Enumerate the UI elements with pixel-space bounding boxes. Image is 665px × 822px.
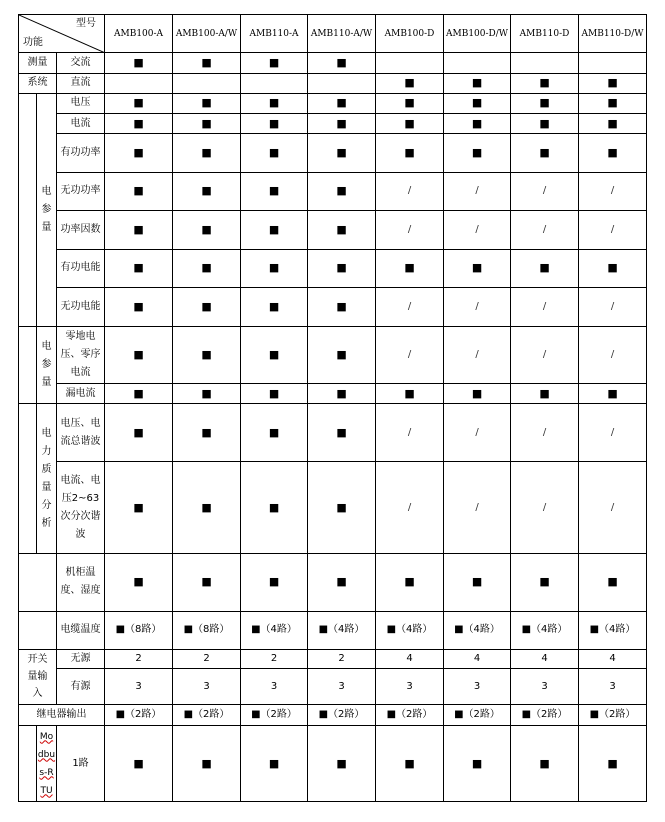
model-header: AMB100-D/W (444, 15, 511, 53)
table-cell: ■ (579, 249, 647, 287)
table-cell: / (579, 211, 647, 249)
table-row (19, 726, 647, 802)
blank-cell (19, 554, 57, 612)
table-row (19, 172, 647, 210)
table-row (19, 93, 647, 113)
table-cell: / (579, 288, 647, 326)
table-cell: ■ (173, 134, 241, 172)
table-row (19, 249, 647, 287)
table-cell: ■ (511, 249, 579, 287)
table-row (19, 288, 647, 326)
table-cell: / (511, 462, 579, 554)
table-cell: ■ (511, 726, 579, 802)
table-cell: ■ (579, 114, 647, 134)
table-cell: ■ (105, 134, 173, 172)
table-cell: ■ (444, 384, 511, 404)
table-cell: ■ (241, 53, 308, 73)
row-label: 机柜温度、湿度 (57, 554, 105, 612)
row-label: 有源 (57, 669, 105, 704)
table-cell: / (376, 172, 444, 210)
model-header: AMB100-A/W (173, 15, 241, 53)
blank-cell (19, 611, 57, 649)
table-cell: / (511, 172, 579, 210)
table-cell: 3 (241, 669, 308, 704)
table-cell: / (376, 462, 444, 554)
table-row (19, 73, 647, 93)
row-label: 电缆温度 (57, 611, 105, 649)
table-cell: ■ (579, 134, 647, 172)
table-cell: / (511, 326, 579, 384)
table-row (19, 704, 647, 725)
table-cell: ■ (308, 134, 376, 172)
row-label: 漏电流 (57, 384, 105, 404)
table-cell: ■ (105, 554, 173, 612)
table-cell: ■ (444, 726, 511, 802)
table-cell: ■ (579, 93, 647, 113)
table-cell: ■（8路） (173, 611, 241, 649)
table-cell: ■ (376, 384, 444, 404)
table-cell: 4 (444, 650, 511, 669)
table-cell: ■ (105, 404, 173, 462)
table-cell: ■ (511, 73, 579, 93)
row-label: 电流、电压2~63次分次谐波 (57, 462, 105, 554)
table-cell: ■ (105, 53, 173, 73)
modbus-label: Modbus-RTU (37, 726, 57, 802)
table-cell: ■（4路） (511, 611, 579, 649)
table-cell: ■ (511, 384, 579, 404)
table-cell: ■ (241, 326, 308, 384)
table-cell: ■ (444, 73, 511, 93)
table-cell: / (511, 404, 579, 462)
table-cell: 3 (105, 669, 173, 704)
model-header: AMB100-D (376, 15, 444, 53)
table-cell: ■ (376, 134, 444, 172)
table-cell: ■ (241, 134, 308, 172)
table-cell: / (444, 288, 511, 326)
table-row (19, 326, 647, 384)
table-cell: ■ (579, 726, 647, 802)
table-cell: ■ (308, 554, 376, 612)
measurement-system-label-bottom: 系统 (19, 73, 57, 93)
table-cell: / (511, 288, 579, 326)
table-cell: ■ (105, 462, 173, 554)
blank-cell (19, 326, 37, 404)
table-cell: ■（2路） (511, 704, 579, 725)
table-cell: 3 (376, 669, 444, 704)
table-cell (241, 73, 308, 93)
table-cell: ■ (376, 114, 444, 134)
table-cell (105, 73, 173, 93)
table-cell: ■ (173, 172, 241, 210)
table-cell: / (376, 326, 444, 384)
table-cell: ■（4路） (241, 611, 308, 649)
table-cell: ■（2路） (173, 704, 241, 725)
table-cell: ■ (308, 384, 376, 404)
blank-cell (19, 93, 37, 326)
table-cell: ■ (511, 554, 579, 612)
table-cell (579, 53, 647, 73)
model-header: AMB100-A (105, 15, 173, 53)
spec-table (18, 14, 647, 802)
table-cell: ■ (241, 93, 308, 113)
table-cell: ■ (241, 211, 308, 249)
table-cell: ■（4路） (376, 611, 444, 649)
table-cell: ■ (308, 404, 376, 462)
row-label: 无源 (57, 650, 105, 669)
table-cell: ■ (241, 554, 308, 612)
table-cell: ■（8路） (105, 611, 173, 649)
table-cell: ■ (241, 172, 308, 210)
measurement-system-label-top: 测量 (19, 53, 57, 73)
model-header: AMB110-D (511, 15, 579, 53)
blank-cell (19, 726, 37, 802)
table-row (19, 462, 647, 554)
relay-output-label: 继电器输出 (19, 704, 105, 725)
table-cell: ■ (444, 554, 511, 612)
table-cell: ■ (173, 249, 241, 287)
table-cell: ■ (241, 726, 308, 802)
table-row (19, 53, 647, 73)
table-cell: ■ (241, 462, 308, 554)
table-cell: / (579, 326, 647, 384)
table-cell: ■ (241, 249, 308, 287)
table-cell: / (376, 404, 444, 462)
row-label: 有功功率 (57, 134, 105, 172)
blank-cell (19, 404, 37, 554)
table-cell: / (444, 172, 511, 210)
table-cell: ■ (105, 93, 173, 113)
table-cell: ■（2路） (308, 704, 376, 725)
table-cell: / (511, 211, 579, 249)
table-cell: ■ (444, 249, 511, 287)
table-cell (444, 53, 511, 73)
table-cell: ■ (105, 726, 173, 802)
table-cell: ■ (241, 114, 308, 134)
table-cell: ■ (241, 288, 308, 326)
table-cell: ■（2路） (376, 704, 444, 725)
table-cell: 4 (579, 650, 647, 669)
table-cell: ■（2路） (105, 704, 173, 725)
table-cell: ■ (444, 93, 511, 113)
table-row (19, 384, 647, 404)
table-cell: 3 (579, 669, 647, 704)
table-cell: ■ (308, 726, 376, 802)
table-cell (511, 53, 579, 73)
header-row (19, 15, 647, 53)
table-cell: ■ (105, 249, 173, 287)
table-cell: ■ (173, 53, 241, 73)
table-cell (376, 53, 444, 73)
table-cell: ■ (308, 462, 376, 554)
table-cell: / (444, 211, 511, 249)
table-cell: ■ (173, 554, 241, 612)
table-cell: ■ (308, 93, 376, 113)
table-cell: ■ (173, 288, 241, 326)
table-cell (308, 73, 376, 93)
switch-input-label: 开关量输入 (19, 650, 57, 705)
table-row (19, 404, 647, 462)
table-cell: ■ (579, 384, 647, 404)
ac-label: 交流 (57, 53, 105, 73)
table-row (19, 211, 647, 249)
table-cell: ■（4路） (308, 611, 376, 649)
table-cell: ■ (241, 384, 308, 404)
table-cell: ■ (173, 211, 241, 249)
table-cell: / (444, 326, 511, 384)
table-cell: / (579, 172, 647, 210)
table-cell: ■ (308, 211, 376, 249)
table-cell: / (444, 404, 511, 462)
table-row (19, 554, 647, 612)
table-cell: / (376, 211, 444, 249)
table-cell (173, 73, 241, 93)
table-cell: ■ (173, 462, 241, 554)
table-cell: 2 (173, 650, 241, 669)
function-label: 功能 (23, 37, 43, 49)
table-cell: 3 (444, 669, 511, 704)
row-label: 电压、电流总谐波 (57, 404, 105, 462)
electrical-params-label: 电参量 (37, 93, 57, 326)
table-cell: ■ (579, 73, 647, 93)
table-cell: ■ (376, 73, 444, 93)
table-cell: 3 (511, 669, 579, 704)
table-row (19, 611, 647, 649)
table-row (19, 114, 647, 134)
corner-cell (19, 15, 105, 53)
table-cell: ■ (308, 288, 376, 326)
model-header: AMB110-A (241, 15, 308, 53)
table-cell: ■ (511, 114, 579, 134)
table-cell: ■（2路） (579, 704, 647, 725)
table-cell: 2 (105, 650, 173, 669)
table-cell: ■（2路） (241, 704, 308, 725)
table-cell: ■ (376, 554, 444, 612)
table-cell: ■ (241, 404, 308, 462)
table-cell: ■ (173, 726, 241, 802)
table-cell: ■ (105, 114, 173, 134)
table-cell: ■ (308, 114, 376, 134)
table-cell: ■ (105, 326, 173, 384)
table-cell: ■ (105, 211, 173, 249)
row-label: 无功电能 (57, 288, 105, 326)
table-cell: ■ (173, 114, 241, 134)
table-cell: ■ (173, 404, 241, 462)
electrical-params-label: 电参量 (37, 326, 57, 404)
table-cell: ■ (376, 726, 444, 802)
table-row (19, 669, 647, 704)
table-cell: ■ (105, 288, 173, 326)
row-label: 零地电压、零序电流 (57, 326, 105, 384)
table-cell: ■ (105, 384, 173, 404)
table-cell: / (376, 288, 444, 326)
modbus-channel-label: 1路 (57, 726, 105, 802)
table-cell: ■ (308, 249, 376, 287)
row-label: 电压 (57, 93, 105, 113)
table-cell: 3 (308, 669, 376, 704)
table-cell: ■ (444, 134, 511, 172)
dc-label: 直流 (57, 73, 105, 93)
table-cell: ■ (308, 53, 376, 73)
row-label: 电流 (57, 114, 105, 134)
table-cell: ■ (173, 326, 241, 384)
table-cell: ■ (376, 93, 444, 113)
table-cell: 4 (376, 650, 444, 669)
row-label: 有功电能 (57, 249, 105, 287)
table-cell: ■（2路） (444, 704, 511, 725)
table-cell: ■ (173, 384, 241, 404)
model-label: 型号 (76, 18, 97, 29)
table-cell: 2 (241, 650, 308, 669)
table-cell: ■（4路） (579, 611, 647, 649)
row-label: 无功功率 (57, 172, 105, 210)
table-cell: ■ (444, 114, 511, 134)
table-cell: 4 (511, 650, 579, 669)
table-cell: ■ (376, 249, 444, 287)
table-row (19, 650, 647, 669)
table-cell: ■ (308, 172, 376, 210)
table-cell: ■ (511, 93, 579, 113)
table-cell: ■ (173, 93, 241, 113)
table-cell: ■（4路） (444, 611, 511, 649)
table-cell: / (579, 404, 647, 462)
row-label: 功率因数 (57, 211, 105, 249)
table-cell: / (579, 462, 647, 554)
table-cell: ■ (105, 172, 173, 210)
table-cell: 3 (173, 669, 241, 704)
table-row (19, 134, 647, 172)
table-cell: ■ (308, 326, 376, 384)
table-cell: / (444, 462, 511, 554)
table-cell: ■ (511, 134, 579, 172)
table-cell: ■ (579, 554, 647, 612)
power-quality-label: 电力质量分析 (37, 404, 57, 554)
model-header: AMB110-D/W (579, 15, 647, 53)
model-header: AMB110-A/W (308, 15, 376, 53)
table-cell: 2 (308, 650, 376, 669)
